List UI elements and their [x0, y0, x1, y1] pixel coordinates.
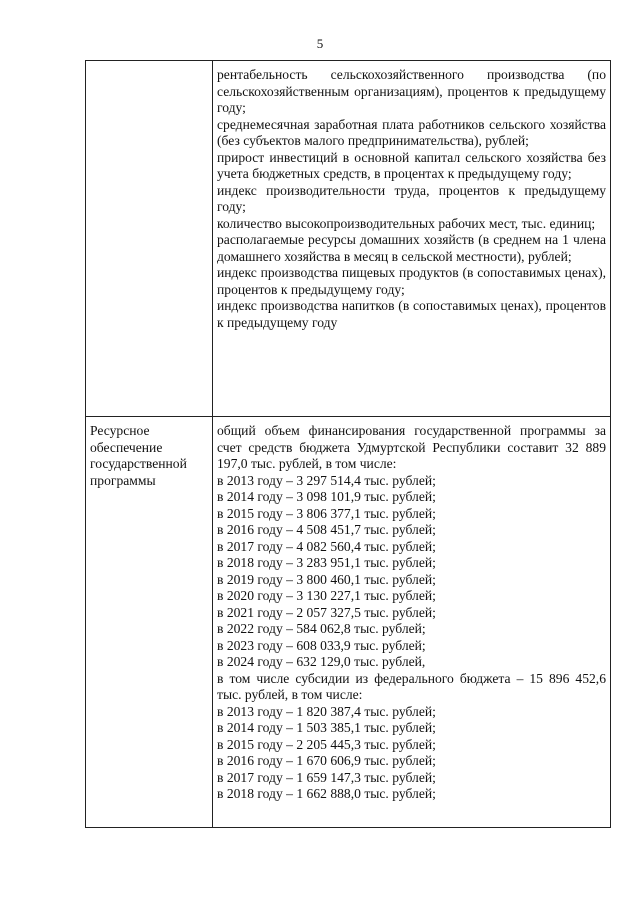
- financing-line: в 2017 году – 1 659 147,3 тыс. рублей;: [217, 769, 436, 785]
- row-label-cell: Ресурсное обеспечение государственной программы: [86, 417, 213, 828]
- indicator-line: располагаемые ресурсы домашних хозяйств (в среднем на 1 члена домашнего хозяйства в месяц в сельской местности), рублей;: [217, 232, 606, 264]
- financing-line: в 2023 году – 608 033,9 тыс. рублей;: [217, 637, 426, 653]
- financing-line: в 2015 году – 3 806 377,1 тыс. рублей;: [217, 505, 436, 521]
- financing-line: в 2021 году – 2 057 327,5 тыс. рублей;: [217, 604, 436, 620]
- indicator-line: рентабельность сельскохозяйственного производства (по сельскохозяйственным организациям), процентов к предыдущему году;: [217, 67, 606, 115]
- financing-line: в 2014 году – 3 098 101,9 тыс. рублей;: [217, 489, 436, 504]
- financing-line: в 2014 году – 1 503 385,1 тыс. рублей;: [217, 720, 436, 735]
- financing-line: в 2013 году – 1 820 387,4 тыс. рублей;: [217, 703, 436, 719]
- row-label-cell: [86, 61, 213, 417]
- financing-line: в 2024 году – 632 129,0 тыс. рублей,: [217, 654, 426, 669]
- indicator-line: индекс производства пищевых продуктов (в сопоставимых ценах), процентов к предыдущему году;: [217, 265, 606, 297]
- financing-line: в 2020 году – 3 130 227,1 тыс. рублей;: [217, 588, 436, 603]
- financing-line: в 2016 году – 1 670 606,9 тыс. рублей;: [217, 753, 436, 768]
- financing-line: в 2022 году – 584 062,8 тыс. рублей;: [217, 621, 426, 636]
- indicator-line: количество высокопроизводительных рабочих мест, тыс. единиц;: [217, 215, 596, 231]
- table-row-resources: [86, 417, 611, 828]
- financing-line: в 2015 году – 2 205 445,3 тыс. рублей;: [217, 736, 436, 752]
- financing-line: в том числе субсидии из федерального бюджета – 15 896 452,6 тыс. рублей, в том числе:: [217, 670, 606, 702]
- financing-line: в 2019 году – 3 800 460,1 тыс. рублей;: [217, 571, 436, 587]
- indicator-line: индекс производства напитков (в сопоставимых ценах), процентов к предыдущему году: [217, 298, 606, 330]
- financing-line: в 2018 году – 1 662 888,0 тыс. рублей;: [217, 786, 436, 801]
- page-number: 5: [316, 36, 324, 51]
- indicator-line: индекс производительности труда, процентов к предыдущему году;: [217, 182, 606, 214]
- financing-line: в 2016 году – 4 508 451,7 тыс. рублей;: [217, 522, 436, 537]
- financing-line: в 2017 году – 4 082 560,4 тыс. рублей;: [217, 538, 436, 554]
- financing-line: в 2013 году – 3 297 514,4 тыс. рублей;: [217, 472, 436, 488]
- table-row-indicators: [86, 61, 611, 417]
- financing-line: в 2018 году – 3 283 951,1 тыс. рублей;: [217, 555, 436, 570]
- row-content-cell: [213, 61, 611, 417]
- indicator-line: среднемесячная заработная плата работников сельского хозяйства (без субъектов малого предпринимательства), рублей;: [217, 116, 606, 148]
- passport-table: [85, 60, 611, 828]
- financing-line: общий объем финансирования государственной программы за счет средств бюджета Удмуртской Республики составит 32 889 197,0 тыс. рублей, в том числе:: [217, 423, 606, 471]
- row-content-cell: [213, 417, 611, 828]
- indicator-line: прирост инвестиций в основной капитал сельского хозяйства без учета бюджетных средств, в процентах к предыдущему году;: [217, 149, 606, 181]
